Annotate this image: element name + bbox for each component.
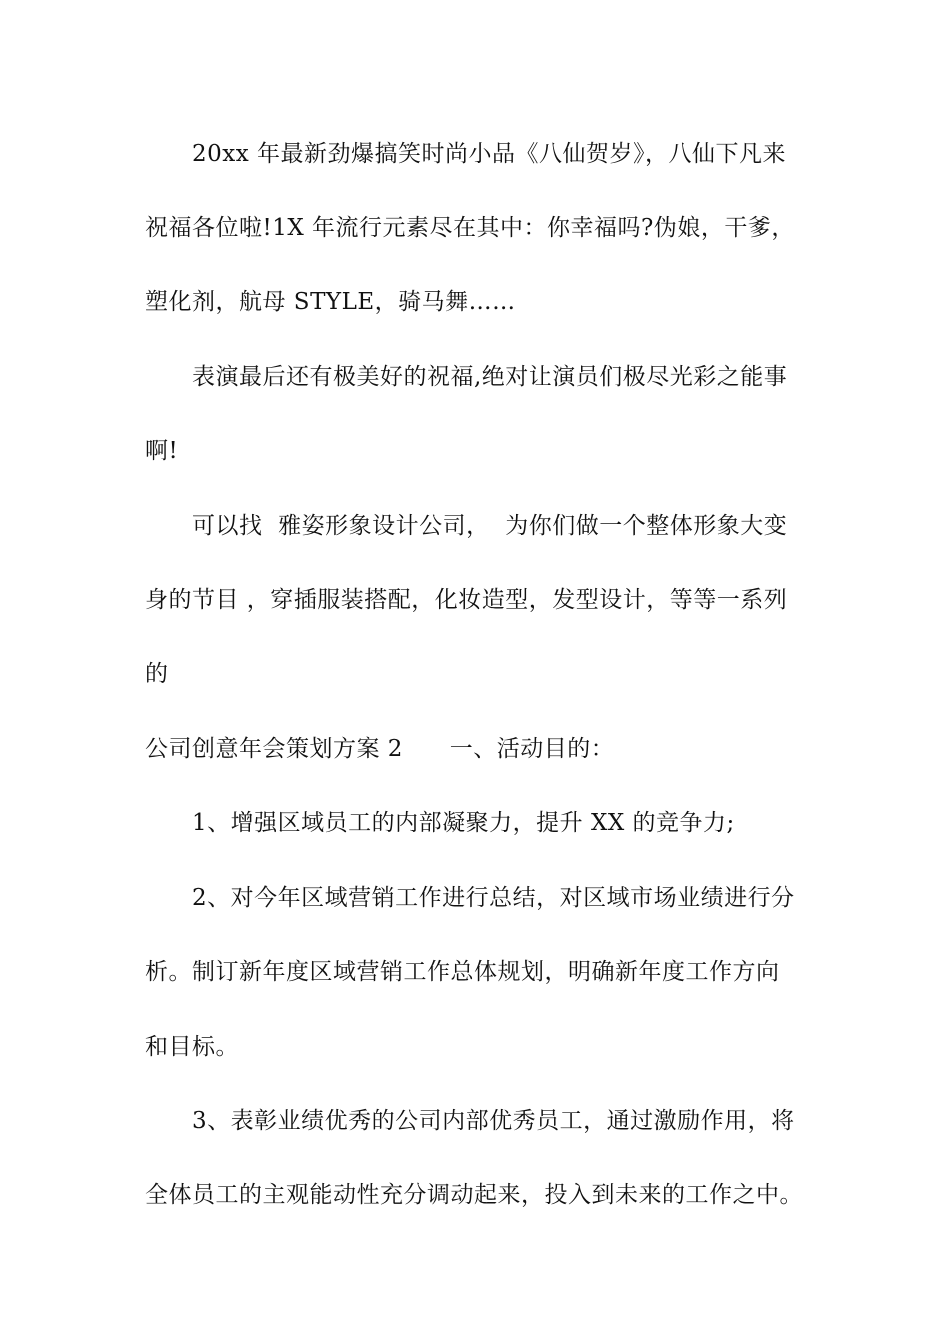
text-line: 啊! [145,438,179,464]
text-line: 全体员工的主观能动性充分调动起来，投入到未来的工作之中。 [145,1182,803,1208]
list-item: 3、表彰业绩优秀的公司内部优秀员工，通过激励作用，将 [192,1108,795,1134]
list-item: 1、增强区域员工的内部凝聚力，提升 XX 的竞争力; [192,810,735,836]
text-line: 塑化剂，航母 STYLE，骑马舞…… [145,289,516,315]
text-line: 身的节目 ，穿插服装搭配，化妆造型，发型设计，等等一系列 [145,587,788,613]
text-line: 祝福各位啦!1X 年流行元素尽在其中：你幸福吗?伪娘，干爹， [145,215,795,241]
text-line: 析。制订新年度区域营销工作总体规划，明确新年度工作方向 [145,959,780,985]
list-item: 2、对今年区域营销工作进行总结，对区域市场业绩进行分 [192,885,795,911]
section-heading-line: 公司创意年会策划方案 2 一、活动目的： [145,736,615,762]
text-line: 20xx 年最新劲爆搞笑时尚小品《八仙贺岁》，八仙下凡来 [192,141,787,167]
text-line: 的 [145,661,169,687]
text-line: 可以找 雅姿形象设计公司， 为你们做一个整体形象大变 [192,513,788,539]
text-line: 和目标。 [145,1034,239,1060]
text-line: 表演最后还有极美好的祝福,绝对让演员们极尽光彩之能事 [192,364,788,390]
